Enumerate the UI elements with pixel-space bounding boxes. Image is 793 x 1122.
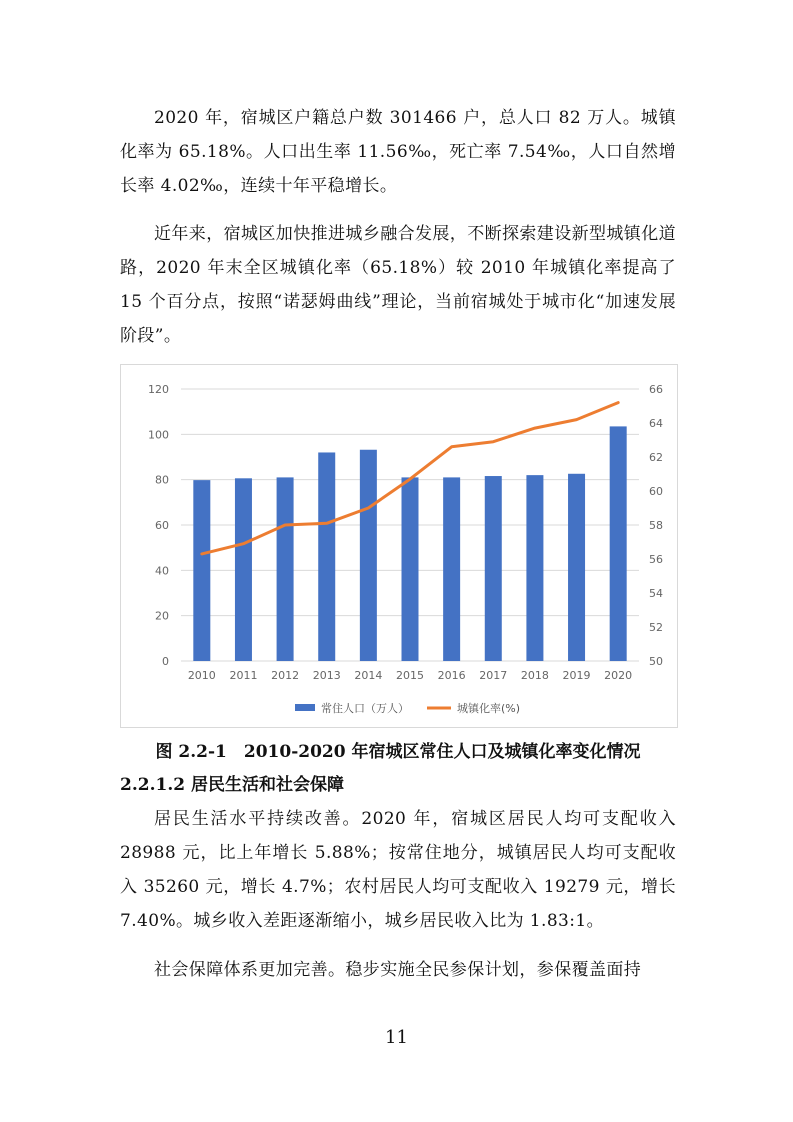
population-urbanization-chart bbox=[120, 364, 678, 728]
legend-label-population: 常住人口（万人） bbox=[321, 702, 409, 715]
y-left-tick-label: 60 bbox=[155, 519, 169, 532]
y-left-tick-label: 20 bbox=[155, 609, 169, 623]
paragraph-population: 2020 年，宿城区户籍总户数 301466 户，总人口 82 万人。城镇化率为 65.18%。人口出生率 11.56‰，死亡率 7.54‰，人口自然增长率 4.02‰，连续十年平稳增长。 bbox=[120, 108, 676, 196]
x-tick-label: 2013 bbox=[312, 669, 341, 682]
y-right-tick-label: 64 bbox=[649, 417, 663, 430]
y-right-tick-label: 50 bbox=[649, 655, 663, 668]
bar bbox=[610, 426, 627, 661]
legend-label-urbanization: 城镇化率(%) bbox=[457, 702, 521, 715]
y-right-tick-label: 60 bbox=[649, 485, 663, 498]
bar bbox=[485, 476, 502, 661]
x-tick-label: 2010 bbox=[187, 669, 216, 682]
x-tick-label: 2016 bbox=[437, 669, 466, 682]
x-tick-label: 2012 bbox=[271, 669, 300, 682]
y-left-tick-label: 40 bbox=[155, 564, 169, 578]
x-tick-label: 2018 bbox=[520, 669, 549, 682]
bar bbox=[526, 475, 543, 661]
chart-svg bbox=[121, 365, 677, 727]
bar bbox=[235, 478, 252, 661]
y-right-tick-label: 56 bbox=[649, 553, 663, 566]
figure-caption: 图 2.2-1 2010-2020 年宿城区常住人口及城镇化率变化情况 bbox=[155, 742, 641, 762]
x-tick-label: 2011 bbox=[229, 669, 258, 682]
y-left-tick-label: 80 bbox=[155, 473, 169, 487]
paragraph-social-security: 社会保障体系更加完善。稳步实施全民参保计划，参保覆盖面持 bbox=[154, 960, 642, 980]
y-left-tick-label: 120 bbox=[148, 383, 169, 396]
x-tick-label: 2019 bbox=[562, 669, 591, 682]
bar bbox=[443, 477, 460, 661]
paragraph-urbanization: 近年来，宿城区加快推进城乡融合发展，不断探索建设新型城镇化道路，2020 年末全区城镇化率（65.18%）较 2010 年城镇化率提高了 15 个百分点，按照“诺瑟姆曲线”理论，当前宿城处于城市化“加速发展阶段”。 bbox=[120, 224, 676, 346]
y-right-tick-label: 66 bbox=[649, 383, 663, 396]
paragraph-income: 居民生活水平持续改善。2020 年，宿城区居民人均可支配收入 28988 元，比上年增长 5.88%；按常住地分，城镇居民人均可支配收入 35260 元，增长 4.7%；农村居民人均可支配收入 19279 元，增长 7.40%。城乡收入差距逐渐缩小，城乡居民收入比为 1.83:1。 bbox=[120, 809, 676, 931]
bar bbox=[360, 450, 377, 661]
y-right-tick-label: 54 bbox=[649, 587, 663, 600]
bar bbox=[568, 474, 585, 661]
y-right-tick-label: 52 bbox=[649, 621, 663, 634]
section-heading: 2.2.1.2 居民生活和社会保障 bbox=[120, 775, 344, 795]
bar bbox=[193, 480, 210, 661]
x-tick-label: 2014 bbox=[354, 669, 383, 682]
x-tick-label: 2017 bbox=[479, 669, 508, 682]
x-tick-label: 2020 bbox=[604, 669, 633, 682]
bar bbox=[277, 477, 294, 661]
bar bbox=[402, 477, 419, 661]
y-left-tick-label: 100 bbox=[148, 428, 169, 442]
y-right-tick-label: 62 bbox=[649, 451, 663, 464]
y-right-tick-label: 58 bbox=[649, 519, 663, 532]
y-left-tick-label: 0 bbox=[162, 655, 169, 668]
page-number: 11 bbox=[385, 1027, 408, 1048]
legend-swatch-bar bbox=[295, 704, 315, 711]
x-tick-label: 2015 bbox=[396, 669, 424, 682]
bar bbox=[318, 452, 335, 661]
